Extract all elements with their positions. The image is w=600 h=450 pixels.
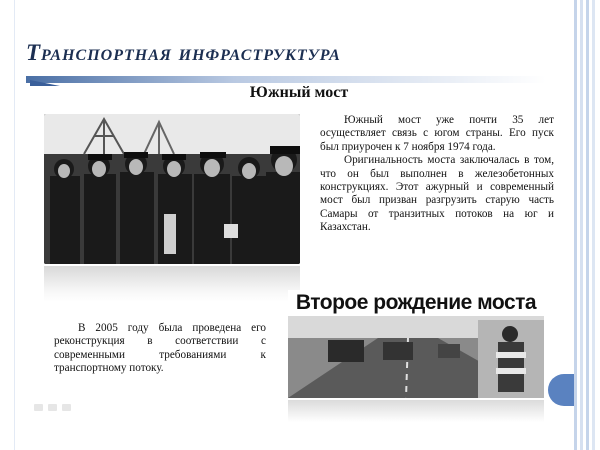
decor-line [574,0,577,450]
bridge-opening-photo [44,114,300,264]
pen-icon[interactable] [34,404,43,411]
left-rule [14,0,15,450]
decor-line [580,0,583,450]
decor-line [586,0,589,450]
reconstruction-photo [288,290,544,398]
history-paragraph: Оригинальность моста заключалась в том, что он был выполнен в железобетонных конструкциях. Этот ажурный и современный мост был призван разгрузить старую часть Самары от транзитных потоков на юг и Казахстан. [320,154,554,234]
slide-nav-controls [34,404,71,411]
history-text [320,114,554,235]
photo-reflection [288,400,544,422]
menu-icon[interactable] [62,404,71,411]
slide-icon[interactable] [48,404,57,411]
crowd-photo-graphic [44,114,300,264]
section-subtitle: Южный мост [249,84,349,101]
slide-title: Транспортная инфраструктура [26,40,341,65]
photo-reflection [44,266,300,302]
next-arrow-icon[interactable] [548,374,574,406]
photo-headline: Второе рождение моста [288,290,544,316]
title-underline [26,76,546,83]
history-paragraph: Южный мост уже почти 35 лет осуществляет связь с югом страны. Его пуск был приурочен к 7 ноября 1974 года. [320,114,554,153]
reconstruction-text [54,322,266,376]
decor-line [592,0,595,450]
reconstruction-paragraph: В 2005 году была проведена его реконструкция в соответствии с современными требованиями к транспортному потоку. [54,322,266,375]
accent-triangle [30,80,60,86]
